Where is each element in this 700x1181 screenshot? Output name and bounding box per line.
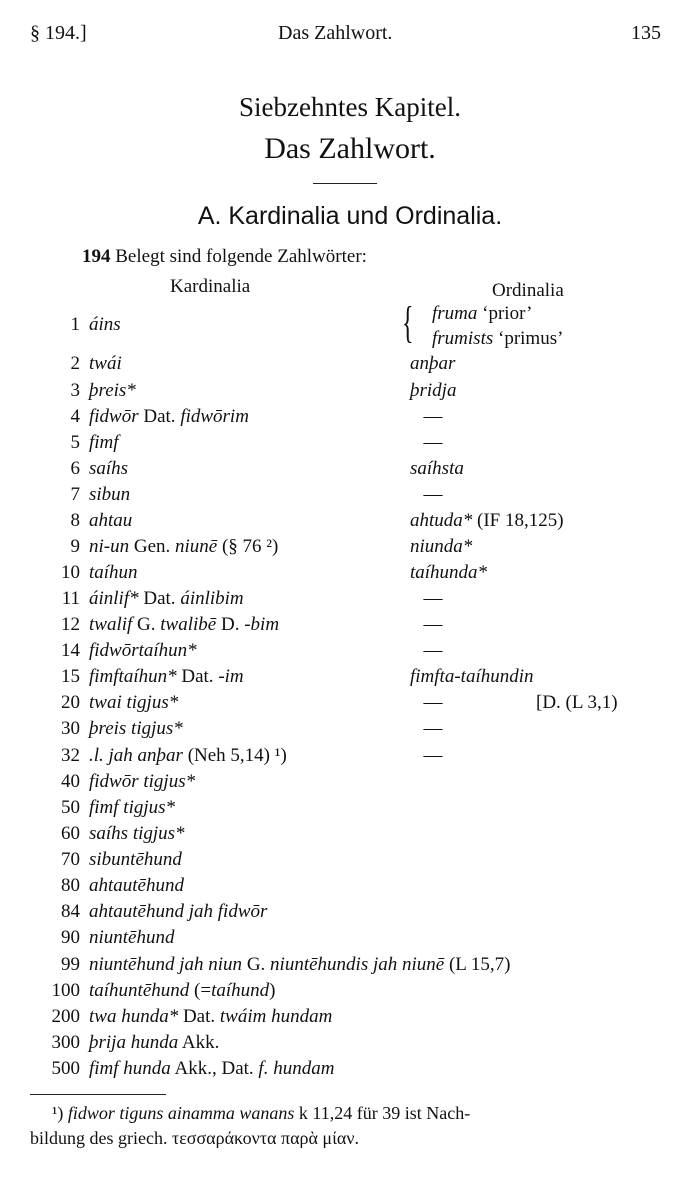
kardinal-word: þreis tigjus* (89, 718, 183, 739)
kardinal-cell (89, 1058, 334, 1080)
ordinal-dash: — (423, 614, 443, 635)
kardinal-form: f. hundam (258, 1058, 335, 1079)
kardinal-word: fidwōrtaíhun* (89, 640, 197, 661)
kardinal-form: twalibē (160, 614, 217, 635)
row-number: 4 (70, 406, 80, 427)
kardinal-word: taíhuntēhund (89, 980, 190, 1001)
kardinal-word: saíhs tigjus* (89, 823, 185, 844)
ordinal-cell (410, 458, 464, 480)
kardinal-note: Gen. (129, 536, 176, 557)
kardinal-note: (L 15,7) (444, 954, 511, 975)
ordinal-note: (IF 18,125) (472, 510, 564, 531)
ordinal-cell (410, 745, 456, 767)
kardinal-cell (89, 458, 128, 480)
kardinal-word: ahtau (89, 510, 133, 531)
row-number: 6 (70, 458, 80, 479)
ordinal-margin-note: [D. (L 3,1) (536, 692, 618, 713)
ordinal-dash: — (423, 718, 443, 739)
row-number: 7 (70, 484, 80, 505)
ordinal-cell (410, 380, 456, 402)
kardinal-cell (89, 718, 183, 740)
row-number: 84 (61, 901, 80, 922)
kardinal-note: G. (242, 954, 271, 975)
row-number: 80 (61, 875, 80, 896)
ordinal-dash: — (423, 406, 443, 427)
row-number: 1 (70, 314, 80, 335)
kardinal-word: twai tigjus* (89, 692, 179, 713)
kardinal-cell (89, 666, 244, 688)
kardinal-form: fidwōrim (180, 406, 249, 427)
kardinal-note: G. (132, 614, 161, 635)
kardinal-cell (89, 406, 249, 428)
row-number: 3 (70, 380, 80, 401)
kardinal-word: fimf hunda (89, 1058, 171, 1079)
intro-line (82, 246, 367, 268)
ordinal-cell (410, 718, 456, 740)
kardinal-cell (89, 849, 182, 871)
header-title: Das Zahlwort. (278, 22, 393, 44)
kardinal-word: fidwōr (89, 406, 139, 427)
kardinal-cell (89, 1032, 219, 1054)
row-number: 12 (61, 614, 80, 635)
ordinal-word: frumists (432, 328, 494, 349)
chapter-number: Siebzehntes Kapitel. (239, 92, 461, 122)
row-number: 2 (70, 353, 80, 374)
ordinal-dash: — (423, 692, 443, 713)
kardinal-cell (89, 901, 267, 923)
kardinal-form: niuntēhundis jah niunē (270, 954, 445, 975)
ordinal-cell (410, 432, 456, 454)
kardinal-cell (89, 980, 275, 1002)
ordinal-dash: — (423, 484, 443, 505)
row-number: 300 (51, 1032, 80, 1053)
kardinal-word: áinlif* (89, 588, 139, 609)
kardinal-cell (89, 614, 279, 636)
kardinal-word: twái (89, 353, 122, 374)
kardinal-cell (89, 380, 136, 402)
kardinal-cell (89, 353, 122, 375)
kardinal-cell (89, 484, 130, 506)
row-number: 40 (61, 771, 80, 792)
row-number: 9 (70, 536, 80, 557)
kardinal-word: ahtautēhund jah fidwōr (89, 901, 268, 922)
kardinal-word: niuntēhund jah niun (89, 954, 243, 975)
row-number: 200 (51, 1006, 80, 1027)
ordinal-cell (410, 536, 472, 558)
row-number: 15 (61, 666, 80, 687)
kardinal-word: sibuntēhund (89, 849, 182, 870)
ordinal-cell (410, 588, 456, 610)
ordinal-word: fruma (432, 303, 478, 324)
footnote-line-2: bildung des griech. τεσσαράκοντα παρὰ μίαν. (30, 1128, 359, 1148)
kardinal-word: fimftaíhun* (89, 666, 177, 687)
kardinal-note: D. (216, 614, 245, 635)
kardinal-cell (89, 875, 184, 897)
row-number: 32 (61, 745, 80, 766)
row-number: 14 (61, 640, 80, 661)
ordinal-dash: — (423, 588, 443, 609)
kardinal-cell (89, 797, 175, 819)
row-number: 30 (61, 718, 80, 739)
kardinal-cell (89, 927, 175, 949)
ordinal-word: fimfta-taíhundin (410, 666, 534, 687)
kardinal-form: niunē (175, 536, 218, 557)
ordinal-word: anþar (410, 353, 456, 374)
kardinal-form: twáim hundam (219, 1006, 333, 1027)
kardinal-cell (89, 536, 278, 558)
row-number: 90 (61, 927, 80, 948)
ordinal-cell (410, 692, 456, 714)
kardinal-word: .l. jah anþar (89, 745, 183, 766)
row-number: 20 (61, 692, 80, 713)
footnote-mark: ¹) (52, 1103, 64, 1123)
ordinal-cell (410, 614, 456, 636)
footnote-line-1 (52, 1103, 470, 1124)
kardinal-note: Dat. (138, 406, 181, 427)
header-section-ref: § 194.] (30, 22, 87, 44)
kardinal-note: Akk., Dat. (170, 1058, 259, 1079)
intro-text: Belegt sind folgende Zahlwörter: (115, 246, 367, 267)
page-number: 135 (631, 22, 661, 44)
ordinal-cell (432, 303, 532, 325)
row-number: 99 (61, 954, 80, 975)
ordinal-word: taíhunda* (410, 562, 488, 583)
kardinal-word: saíhs (89, 458, 129, 479)
kardinal-word: áins (89, 314, 121, 335)
ordinal-cell (410, 484, 456, 506)
paragraph-number: 194 (82, 246, 111, 267)
kardinal-word: þrija hunda (89, 1032, 179, 1053)
brace-icon: { (402, 298, 414, 347)
kardinal-note: (Neh 5,14) ¹) (182, 745, 287, 766)
kardinal-cell (89, 562, 138, 584)
kardinal-cell (89, 745, 287, 767)
row-number: 8 (70, 510, 80, 531)
row-number: 5 (70, 432, 80, 453)
footnote-text-1: k 11,24 für 39 ist Nach- (294, 1103, 471, 1123)
kardinal-word: sibun (89, 484, 131, 505)
kardinal-note: (§ 76 ²) (217, 536, 279, 557)
ordinal-word: saíhsta (410, 458, 464, 479)
kardinal-cell (89, 771, 195, 793)
kardinal-word: ahtautēhund (89, 875, 184, 896)
ordinal-gloss: ‘prior’ (477, 303, 533, 324)
row-number: 500 (51, 1058, 80, 1079)
kardinal-word: fimf (89, 432, 119, 453)
title-rule (313, 183, 377, 184)
column-header-kardinalia: Kardinalia (170, 276, 251, 297)
kardinal-cell (89, 823, 185, 845)
row-number: 10 (61, 562, 80, 583)
ordinal-cell (410, 640, 456, 662)
kardinal-note: Dat. (178, 1006, 220, 1027)
row-number: 70 (61, 849, 80, 870)
kardinal-note: Akk. (178, 1032, 220, 1053)
ordinal-cell (410, 353, 455, 375)
ordinal-dash: — (423, 432, 443, 453)
kardinal-cell (89, 432, 119, 454)
footnote-gothic-phrase: fidwor tiguns ainamma wanans (67, 1103, 295, 1123)
ordinal-cell (410, 562, 487, 584)
kardinal-word: ni-un (89, 536, 130, 557)
kardinal-word: fidwōr tigjus* (89, 771, 196, 792)
ordinal-cell (410, 406, 456, 428)
kardinal-word: taíhun (89, 562, 138, 583)
kardinal-note: (= (189, 980, 212, 1001)
kardinal-form: taíhund (211, 980, 270, 1001)
footnote-rule (30, 1094, 166, 1095)
ordinal-dash: — (423, 745, 443, 766)
row-number: 100 (51, 980, 80, 1001)
kardinal-word: þreis* (89, 380, 136, 401)
kardinal-word: fimf tigjus* (89, 797, 176, 818)
ordinal-gloss: ‘primus’ (493, 328, 564, 349)
kardinal-form: -bim (244, 614, 280, 635)
kardinal-word: niuntēhund (89, 927, 175, 948)
kardinal-cell (89, 692, 178, 714)
row-number: 50 (61, 797, 80, 818)
kardinal-word: twa hunda* (89, 1006, 179, 1027)
kardinal-cell (89, 588, 244, 610)
column-header-ordinalia: Ordinalia (492, 280, 564, 301)
row-number: 11 (61, 588, 80, 609)
kardinal-word: twalif (89, 614, 133, 635)
kardinal-form: -im (218, 666, 244, 687)
kardinal-form: áinlibim (180, 588, 244, 609)
kardinal-cell (89, 510, 132, 532)
ordinal-word: niunda* (410, 536, 473, 557)
ordinal-cell (410, 510, 564, 532)
ordinal-word: ahtuda* (410, 510, 473, 531)
kardinal-cell (89, 314, 121, 336)
ordinal-cell (410, 666, 534, 688)
chapter-title: Das Zahlwort. (264, 132, 436, 165)
ordinal-dash: — (423, 640, 443, 661)
kardinal-cell (89, 1006, 332, 1028)
kardinal-note: Dat. (138, 588, 181, 609)
kardinal-cell (89, 954, 511, 976)
section-title: A. Kardinalia und Ordinalia. (197, 202, 503, 230)
ordinal-word: þridja (410, 380, 457, 401)
ordinal-cell (432, 328, 563, 350)
row-number: 60 (61, 823, 80, 844)
kardinal-note: ) (269, 980, 276, 1001)
kardinal-cell (89, 640, 197, 662)
kardinal-note: Dat. (176, 666, 219, 687)
